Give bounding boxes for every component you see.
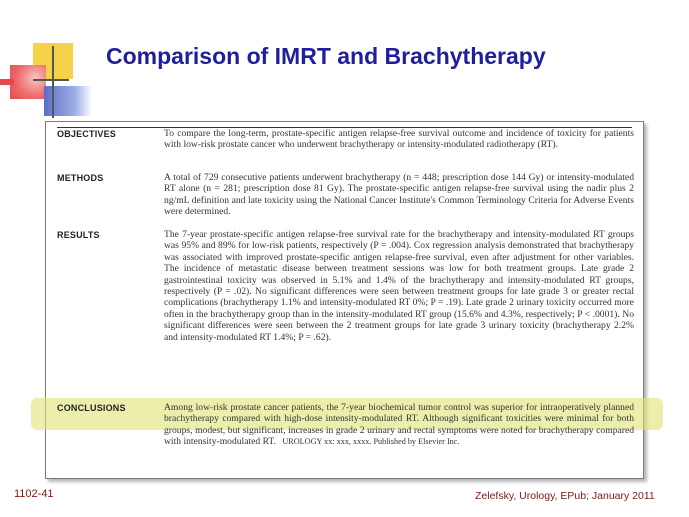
section-text-methods: A total of 729 consecutive patients underwent brachytherapy (n = 448; prescription dose 144 Gy) or intensity-modulated RT alone (n = 281; prescription dose 81 Gy). The prostate-specific antigen relapse-free survival using the nadir plus 2 ng/mL definition and late toxicity using the National Cancer Institute's Common Terminology Criteria for Adverse Events were determined. [164, 172, 634, 218]
section-label-methods: METHODS [57, 173, 104, 183]
corner-decoration-horizontal-line [33, 79, 69, 81]
corner-decoration-red-square [10, 65, 46, 99]
section-text-conclusions [164, 402, 634, 448]
conclusions-text: Among low-risk prostate cancer patients, the 7-year biochemical tumor control was superior for intraoperatively planned brachytherapy compared with high-dose intensity-modulated RT. Although significant toxicities were minimal for both groups, modest, but significant, increases in grade 2 urinary and rectal symptoms were noted for brachytherapy compared with intensity-modulated RT. [164, 402, 634, 448]
section-text-objectives: To compare the long-term, prostate-specific antigen relapse-free survival outcome and incidence of toxicity for patients with low-risk prostate cancer who underwent brachytherapy or intensity-modulated radiotherapy (RT). [164, 128, 634, 151]
section-label-conclusions: CONCLUSIONS [57, 403, 126, 413]
citation: Zelefsky, Urology, EPub; January 2011 [475, 490, 655, 502]
section-label-objectives: OBJECTIVES [57, 129, 117, 139]
corner-decoration-vertical-line [52, 46, 54, 118]
slide-number: 1102-41 [14, 488, 54, 500]
journal-note: UROLOGY xx: xxx, xxxx. Published by Elsevier Inc. [282, 437, 460, 447]
slide-title: Comparison of IMRT and Brachytherapy [106, 43, 546, 69]
corner-decoration-red-line [0, 79, 14, 85]
section-text-results: The 7-year prostate-specific antigen relapse-free survival rate for the brachytherapy and intensity-modulated RT groups was 95% and 89% for low-risk patients, respectively (P = .004). Cox regression analysis demonstrated that brachytherapy was associated with improved prostate-specific antigen relapse-free survival, even after adjustment for other variables. The incidence of metastatic disease between treatment sessions was low for both treatment groups. Late grade 2 gastrointestinal toxicity was observed in 5.1% and 1.4% of the brachytherapy and intensity-modulated RT groups, respectively (P = .02). No significant differences were seen between treatment groups for late grade 3 or greater rectal complications (brachytherapy 1.1% and intensity-modulated RT 0%; P = .19). Late grade 2 urinary toxicity occurred more often in the brachytherapy group than in the intensity-modulated RT group (15.6% and 4.3%, respectively; P < .0001). No significant differences were seen between the 2 treatment groups for late grade 3 urinary toxicity (brachytherapy 2.2% and intensity-modulated RT 1.4%; P = .62). [164, 229, 634, 343]
section-label-results: RESULTS [57, 230, 100, 240]
